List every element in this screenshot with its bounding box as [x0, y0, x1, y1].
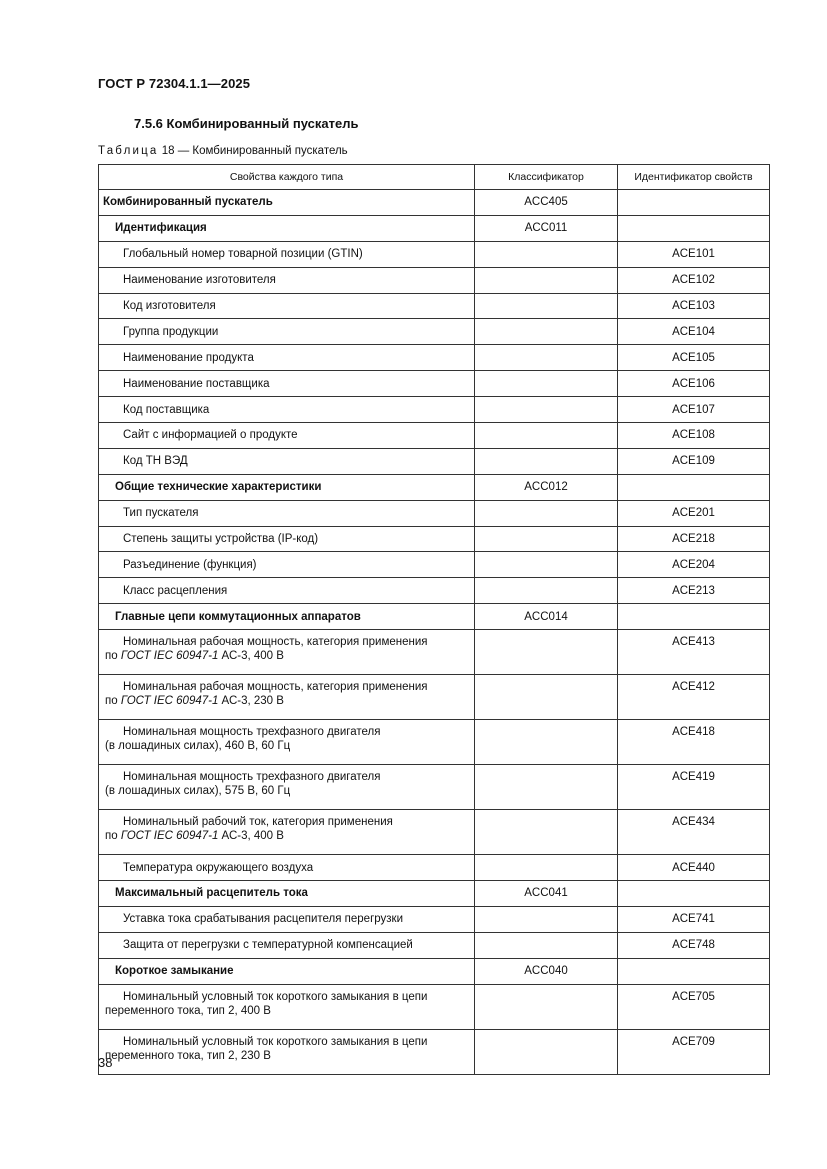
standard-reference: ГОСТ IEC 60947-1 [120, 695, 219, 708]
property-id: ACE434 [618, 810, 770, 855]
table-row [99, 881, 770, 907]
classifier-code: ACC040 [475, 958, 618, 984]
table-row [99, 984, 770, 1029]
table-row [99, 371, 770, 397]
property-name-line2-prefix: по [105, 830, 121, 843]
table-row [99, 906, 770, 932]
property-id: ACE741 [618, 906, 770, 932]
property-name: Код ТН ВЭД [99, 448, 475, 474]
property-name-line2-suffix: АС-3, 400 В [218, 830, 284, 843]
classifier-code [475, 552, 618, 578]
property-id [618, 958, 770, 984]
property-id: ACE705 [618, 984, 770, 1029]
property-name [99, 810, 475, 855]
table-caption [98, 145, 348, 157]
standard-reference: ГОСТ IEC 60947-1 [120, 830, 219, 843]
property-name: Глобальный номер товарной позиции (GTIN) [99, 241, 475, 267]
table-row [99, 423, 770, 449]
property-name: Разъединение (функция) [99, 552, 475, 578]
property-name-line1: Номинальная рабочая мощность, категория применения [123, 636, 428, 649]
property-id: ACE108 [618, 423, 770, 449]
table-caption-prefix: Таблица [98, 145, 159, 157]
page-number: 38 [98, 1055, 113, 1070]
property-id: ACE104 [618, 319, 770, 345]
property-name: Группа продукции [99, 319, 475, 345]
classifier-code [475, 810, 618, 855]
property-id [618, 474, 770, 500]
property-name-line2-prefix: по [105, 650, 121, 663]
table-row [99, 604, 770, 630]
classifier-code [475, 448, 618, 474]
property-name: Защита от перегрузки с температурной компенсацией [99, 932, 475, 958]
classifier-code [475, 293, 618, 319]
table-caption-text: 18 — Комбинированный пускатель [161, 145, 348, 157]
property-name [99, 765, 475, 810]
property-name-line1: Номинальный рабочий ток, категория применения [123, 816, 393, 829]
classifier-code [475, 906, 618, 932]
classifier-code [475, 319, 618, 345]
table-row [99, 500, 770, 526]
property-name-line1: Номинальная мощность трехфазного двигателя [123, 726, 381, 739]
property-name-line1: Номинальный условный ток короткого замыкания в цепи [123, 1035, 428, 1048]
column-header-properties: Свойства каждого типа [99, 165, 475, 190]
property-id: ACE204 [618, 552, 770, 578]
classifier-code: ACC012 [475, 474, 618, 500]
property-id [618, 881, 770, 907]
property-name [99, 984, 475, 1029]
table-row [99, 474, 770, 500]
property-name: Уставка тока срабатывания расцепителя перегрузки [99, 906, 475, 932]
property-name-line2-suffix: АС-3, 230 В [218, 695, 284, 708]
classifier-code [475, 765, 618, 810]
property-name: Степень защиты устройства (IP-код) [99, 526, 475, 552]
property-name [99, 720, 475, 765]
property-id [618, 190, 770, 216]
property-name-line2-prefix: по [105, 695, 121, 708]
table-row [99, 810, 770, 855]
property-id: ACE106 [618, 371, 770, 397]
classifier-code [475, 371, 618, 397]
property-id: ACE105 [618, 345, 770, 371]
property-id: ACE102 [618, 267, 770, 293]
table-row [99, 293, 770, 319]
property-id [618, 604, 770, 630]
classifier-code [475, 578, 618, 604]
table-row [99, 1029, 770, 1074]
property-name-line2-suffix: АС-3, 400 В [218, 650, 284, 663]
property-name: Комбинированный пускатель [99, 190, 475, 216]
property-name: Общие технические характеристики [99, 474, 475, 500]
property-name: Главные цепи коммутационных аппаратов [99, 604, 475, 630]
property-id: ACE103 [618, 293, 770, 319]
property-name: Наименование изготовителя [99, 267, 475, 293]
property-id: ACE218 [618, 526, 770, 552]
table-row [99, 578, 770, 604]
property-id: ACE101 [618, 241, 770, 267]
property-id: ACE412 [618, 675, 770, 720]
table-row [99, 630, 770, 675]
property-id: ACE748 [618, 932, 770, 958]
property-name: Тип пускателя [99, 500, 475, 526]
classifier-code [475, 241, 618, 267]
classifier-code [475, 397, 618, 423]
property-id: ACE419 [618, 765, 770, 810]
property-name: Короткое замыкание [99, 958, 475, 984]
table-row [99, 855, 770, 881]
classifier-code [475, 526, 618, 552]
property-name-line2: переменного тока, тип 2, 230 В [105, 1049, 271, 1062]
table-row [99, 345, 770, 371]
classifier-code: ACC041 [475, 881, 618, 907]
table-row [99, 397, 770, 423]
classifier-code: ACC011 [475, 215, 618, 241]
table-row [99, 190, 770, 216]
standard-reference: ГОСТ IEC 60947-1 [120, 650, 219, 663]
table-row [99, 241, 770, 267]
classifier-code [475, 500, 618, 526]
classifier-code [475, 720, 618, 765]
property-id: ACE107 [618, 397, 770, 423]
property-name-line2: (в лошадиных силах), 575 В, 60 Гц [105, 785, 291, 798]
classifier-code [475, 932, 618, 958]
property-name-line1: Номинальная мощность трехфазного двигателя [123, 771, 381, 784]
property-name: Температура окружающего воздуха [99, 855, 475, 881]
table-row [99, 552, 770, 578]
classifier-code [475, 267, 618, 293]
property-name: Наименование поставщика [99, 371, 475, 397]
classifier-code [475, 1029, 618, 1074]
table-row [99, 675, 770, 720]
property-name: Код изготовителя [99, 293, 475, 319]
classifier-code [475, 675, 618, 720]
table-row [99, 932, 770, 958]
classifier-code [475, 855, 618, 881]
property-name [99, 630, 475, 675]
property-name-line2: переменного тока, тип 2, 400 В [105, 1004, 271, 1017]
property-name-line2: (в лошадиных силах), 460 В, 60 Гц [105, 740, 291, 753]
property-id: ACE418 [618, 720, 770, 765]
table-row [99, 448, 770, 474]
properties-table [98, 164, 770, 1075]
standard-header: ГОСТ Р 72304.1.1—2025 [98, 76, 251, 91]
classifier-code: ACC405 [475, 190, 618, 216]
table-header-row [99, 165, 770, 190]
table-row [99, 720, 770, 765]
property-name: Идентификация [99, 215, 475, 241]
property-id: ACE709 [618, 1029, 770, 1074]
property-name: Сайт с информацией о продукте [99, 423, 475, 449]
column-header-property-id: Идентификатор свойств [618, 165, 770, 190]
property-name [99, 1029, 475, 1074]
section-title: 7.5.6 Комбинированный пускатель [134, 116, 359, 131]
property-name: Класс расцепления [99, 578, 475, 604]
property-id: ACE201 [618, 500, 770, 526]
table-row [99, 958, 770, 984]
classifier-code [475, 423, 618, 449]
table-row [99, 526, 770, 552]
classifier-code [475, 984, 618, 1029]
table-row [99, 319, 770, 345]
table-row [99, 267, 770, 293]
classifier-code [475, 630, 618, 675]
property-name-line1: Номинальная рабочая мощность, категория применения [123, 681, 428, 694]
property-id: ACE440 [618, 855, 770, 881]
table-row [99, 215, 770, 241]
property-name: Максимальный расцепитель тока [99, 881, 475, 907]
property-name: Наименование продукта [99, 345, 475, 371]
table-row [99, 765, 770, 810]
property-id: ACE109 [618, 448, 770, 474]
classifier-code [475, 345, 618, 371]
property-name [99, 675, 475, 720]
classifier-code: ACC014 [475, 604, 618, 630]
property-id: ACE213 [618, 578, 770, 604]
property-name-line1: Номинальный условный ток короткого замыкания в цепи [123, 990, 428, 1003]
property-name: Код поставщика [99, 397, 475, 423]
column-header-classifier: Классификатор [475, 165, 618, 190]
property-id [618, 215, 770, 241]
property-id: ACE413 [618, 630, 770, 675]
